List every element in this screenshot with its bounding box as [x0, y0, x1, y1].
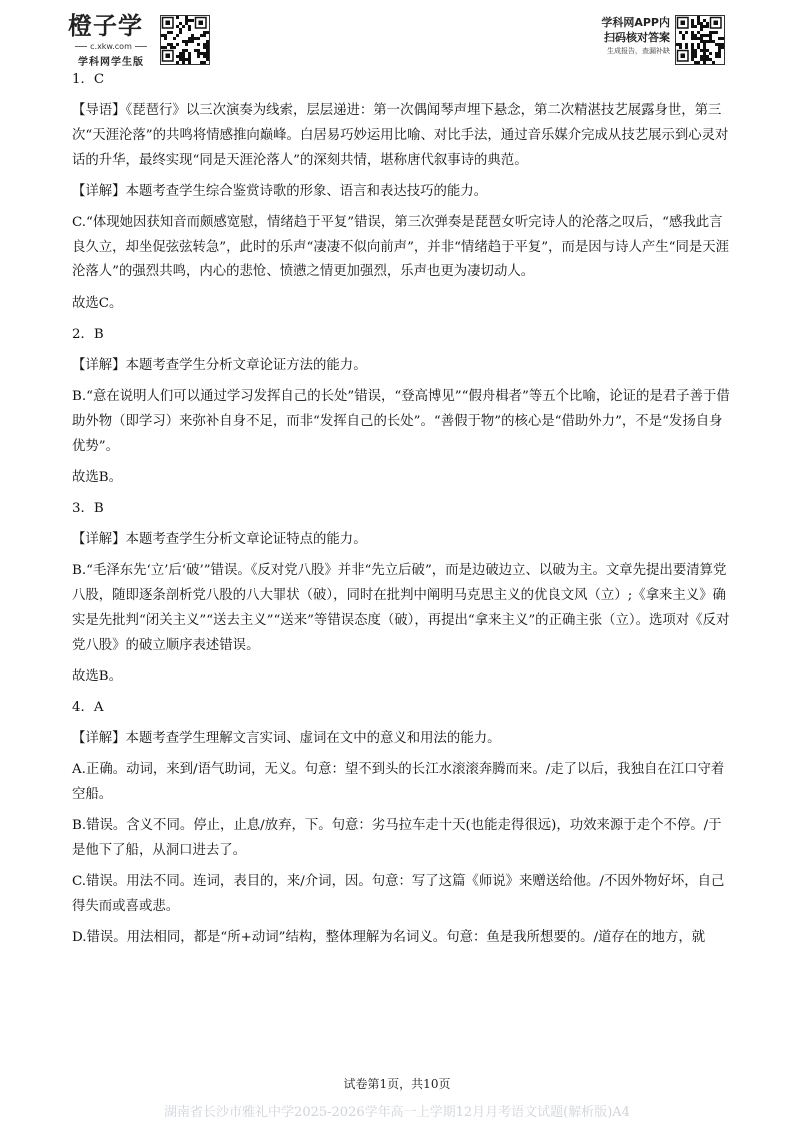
paragraph: 2．B [72, 326, 104, 342]
brand-subtitle: 学科网学生版 [78, 57, 144, 68]
paragraph: 3．B [72, 501, 104, 517]
brand-url: c.xkw.com [66, 42, 156, 51]
app-promo [601, 16, 670, 57]
paragraph: A.正确。动词，来到/语气助词，无义。句意：望不到头的长江水滚滚奔腾而来。/走了以后，我独自在江口守着空船。 [72, 762, 725, 803]
brand-name: 橙子学 [68, 12, 143, 40]
paragraph: 4．A [72, 699, 104, 715]
paragraph: 【导语】《琵琶行》以三次演奏为线索，层层递进：第一次偶闻琴声埋下悬念，第二次精湛技艺展露身世，第三次“天涯沦落”的共鸣将情感推向巅峰。白居易巧妙运用比喻、对比手法，通过音乐媒介完成从技艺展示到心灵对话的升华，最终实现“同是天涯沦落人”的深刻共情，堪称唐代叙事诗的典范。 [72, 103, 729, 168]
qr-code-left [160, 15, 210, 65]
paragraph: 故选B。 [72, 668, 123, 684]
paragraph: C.“体现她因获知音而颇感宽慰，情绪趋于平复”错误，第三次弹奏是琵琶女听完诗人的沦落之叹后，“感我此言良久立，却坐促弦弦转急”，此时的乐声“凄凄不似向前声”，并非“情绪趋于平复”，而是因与诗人产生“同是天涯沦落人”的强烈共鸣，内心的悲怆、愤懑之情更加强烈，乐声也更为凄切动人。 [72, 215, 730, 280]
paragraph: 故选B。 [72, 469, 123, 485]
app-promo-line2: 扫码核对答案 [604, 31, 670, 44]
paragraph: D.错误。用法相同，都是“所+动词”结构，整体理解为名词义。句意：鱼是我所想要的。/道存在的地方，就 [72, 930, 706, 946]
paragraph: 1．C [72, 72, 105, 87]
paragraph: C.错误。用法不同。连词，表目的，来/介词，因。句意：写了这篇《师说》来赠送给他。/不因外物好坏，自己得失而或喜或悲。 [72, 874, 725, 914]
paragraph: 【详解】本题考查学生综合鉴赏诗歌的形象、语言和表达技巧的能力。 [72, 183, 488, 199]
page-footer: 试卷第1页，共10页 [343, 1077, 451, 1091]
paragraph: B.“毛泽东先‘立’后‘破’”错误。《反对党八股》并非“先立后破”，而是边破边立、以破为主。文章先提出要清算党八股，随即逐条剖析党八股的八大罪状（破），同时在批判中阐明马克思主义的优良文风（立）;《拿来主义》确实是先批判“闭关主义”“送去主义”“送来”等错误态度（破），再提出“拿来主义”的正确主张（立）。选项对《反对党八股》的破立顺序表述错误。 [72, 563, 730, 653]
answer-content [72, 68, 732, 951]
paragraph: B.“意在说明人们可以通过学习发挥自己的长处”错误，“登高博见”“假舟楫者”等五个比喻，论证的是君子善于借助外物（即学习）来弥补自身不足，而非“发挥自己的长处”。“善假于物”的核心是“借助外力”，不是“发扬自身优势”。 [72, 389, 730, 454]
paragraph: 【详解】本题考查学生理解文言实词、虚词在文中的意义和用法的能力。 [72, 731, 501, 747]
app-promo-line3: 生成报告，查漏补缺 [607, 47, 670, 55]
paragraph: 故选C。 [72, 295, 123, 311]
paragraph: 【详解】本题考查学生分析文章论证方法的能力。 [72, 358, 367, 374]
brand-logo [66, 12, 156, 68]
watermark: 湖南省长沙市雅礼中学2025-2026学年高一上学期12月月考语文试题(解析版)A4 [164, 1105, 630, 1120]
qr-code-right [675, 15, 725, 65]
paragraph: B.错误。含义不同。停止，止息/放弃，下。句意：劣马拉车走十天(也能走得很远)，功效来源于走个不停。/于是他下了船，从洞口进去了。 [72, 818, 722, 858]
paragraph: 【详解】本题考查学生分析文章论证特点的能力。 [72, 532, 367, 548]
app-promo-line1: 学科网APP内 [601, 16, 670, 29]
